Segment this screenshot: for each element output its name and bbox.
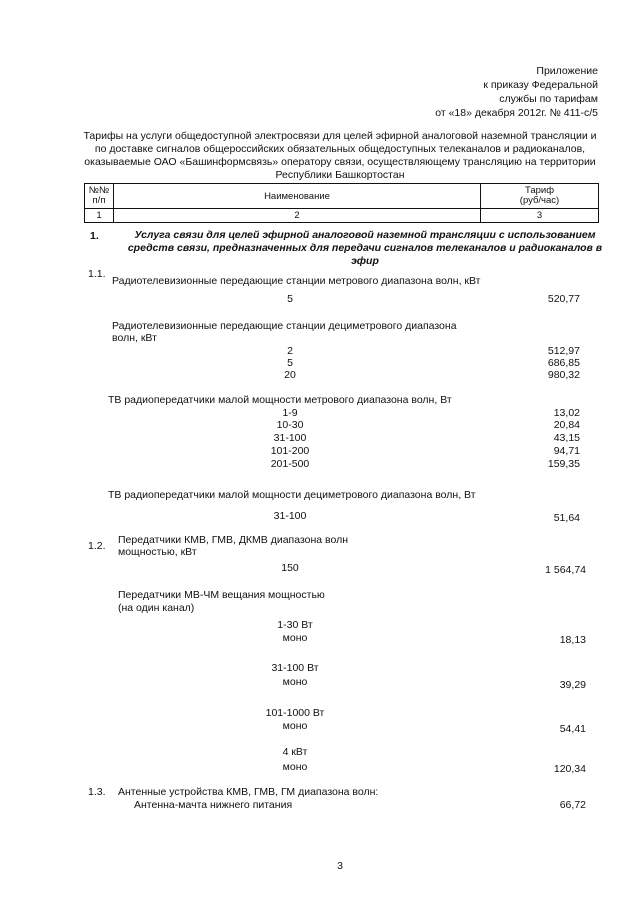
appendix-line-2: к приказу Федеральной	[483, 79, 598, 91]
transmitter-power: 1-30 Вт	[277, 619, 313, 631]
appendix-line-4: от «18» декабря 2012г. № 411-с/5	[435, 107, 598, 119]
tariff-value: 94,71	[553, 445, 580, 457]
tariff-value: 20,84	[553, 419, 580, 431]
tariff-value: 686,85	[547, 357, 580, 369]
group-1-1-b-name-line-1: Радиотелевизионные передающие станции дециметрового диапазона	[112, 320, 457, 332]
power-value: 201-500	[270, 458, 310, 470]
power-value: 1-9	[282, 407, 298, 419]
header-num-1: 1	[85, 209, 114, 223]
section-1-number: 1.	[90, 230, 99, 242]
group-1-1-c-name: ТВ радиопередатчики малой мощности метрового диапазона волн, Вт	[108, 394, 452, 406]
tariff-value: 1 564,74	[545, 564, 586, 576]
power-value: 5	[287, 293, 293, 305]
transmitter-mode: моно	[282, 632, 308, 644]
item-1-3-sub: Антенна-мачта нижнего питания	[134, 799, 293, 811]
transmitter-mode: моно	[282, 676, 308, 688]
tariff-value: 120,34	[553, 763, 586, 775]
transmitter-power: 4 кВт	[282, 746, 308, 758]
group-1-1-b-name-line-2: волн, кВт	[112, 332, 157, 344]
transmitter-mode: моно	[282, 761, 308, 773]
page-number: 3	[337, 860, 343, 872]
header-col-tariff: Тариф (руб/час)	[481, 184, 599, 209]
tariff-value: 512,97	[547, 345, 580, 357]
power-value: 2	[287, 345, 293, 357]
tariff-value: 39,29	[559, 679, 586, 691]
section-1-title-line-3: эфир	[351, 255, 379, 267]
power-value: 10-30	[276, 419, 304, 431]
doc-title-line-3: оказываемые ОАО «Башинформсвязь» оператору связи, осуществляющему трансляцию на территории	[84, 156, 596, 168]
item-1-2-number: 1.2.	[88, 540, 106, 552]
doc-title-line-4: Республики Башкортостан	[275, 169, 405, 181]
doc-title-line-1: Тарифы на услуги общедоступной электросвязи для целей эфирной аналоговой наземной трансляции и	[83, 130, 597, 142]
group-1-2-b-name-line-1: Передатчики МВ-ЧМ вещания мощностью	[118, 589, 325, 601]
item-1-3-name: Антенные устройства КМВ, ГМВ, ГМ диапазона волн:	[118, 786, 379, 798]
tariff-value: 54,41	[559, 723, 586, 735]
power-value: 31-100	[273, 432, 307, 444]
tariff-value: 13,02	[553, 407, 580, 419]
appendix-line-1: Приложение	[536, 65, 598, 77]
header-num-3: 3	[481, 209, 599, 223]
group-1-1-a-name: Радиотелевизионные передающие станции метрового диапазона волн, кВт	[112, 275, 481, 287]
group-1-2-a-name-line-1: Передатчики КМВ, ГМВ, ДКМВ диапазона волн	[118, 534, 349, 546]
group-1-2-a-name-line-2: мощностью, кВт	[118, 546, 197, 558]
appendix-line-3: службы по тарифам	[499, 93, 598, 105]
section-1-title-line-2: средств связи, предназначенных для передачи сигналов телеканалов и радиоканалов в	[127, 242, 603, 254]
item-1-3-number: 1.3.	[88, 786, 106, 798]
tariff-table-header	[84, 183, 599, 223]
tariff-value: 159,35	[547, 458, 580, 470]
transmitter-mode: моно	[282, 720, 308, 732]
tariff-value: 18,13	[559, 634, 586, 646]
item-1-1-number: 1.1.	[88, 268, 106, 280]
tariff-value: 520,77	[547, 293, 580, 305]
tariff-value: 43,15	[553, 432, 580, 444]
header-num-2: 2	[114, 209, 481, 223]
header-col-name: Наименование	[114, 184, 481, 209]
power-value: 150	[281, 562, 299, 574]
transmitter-power: 31-100 Вт	[271, 662, 319, 674]
tariff-value: 980,32	[547, 369, 580, 381]
transmitter-power: 101-1000 Вт	[265, 707, 325, 719]
power-value: 20	[284, 369, 296, 381]
tariff-value: 66,72	[559, 799, 586, 811]
doc-title-line-2: по доставке сигналов общероссийских обязательных общедоступных телеканалов и радиоканалов,	[94, 143, 586, 155]
group-1-2-b-name-line-2: (на один канал)	[118, 602, 195, 614]
power-value: 5	[287, 357, 293, 369]
power-value: 101-200	[270, 445, 310, 457]
tariff-value: 51,64	[553, 512, 580, 524]
section-1-title-line-1: Услуга связи для целей эфирной аналоговой наземной трансляции с использованием	[134, 229, 596, 241]
header-col-number: №№ п/п	[85, 184, 114, 209]
group-1-1-d-name: ТВ радиопередатчики малой мощности дециметрового диапазона волн, Вт	[108, 489, 476, 501]
power-value: 31-100	[273, 510, 307, 522]
